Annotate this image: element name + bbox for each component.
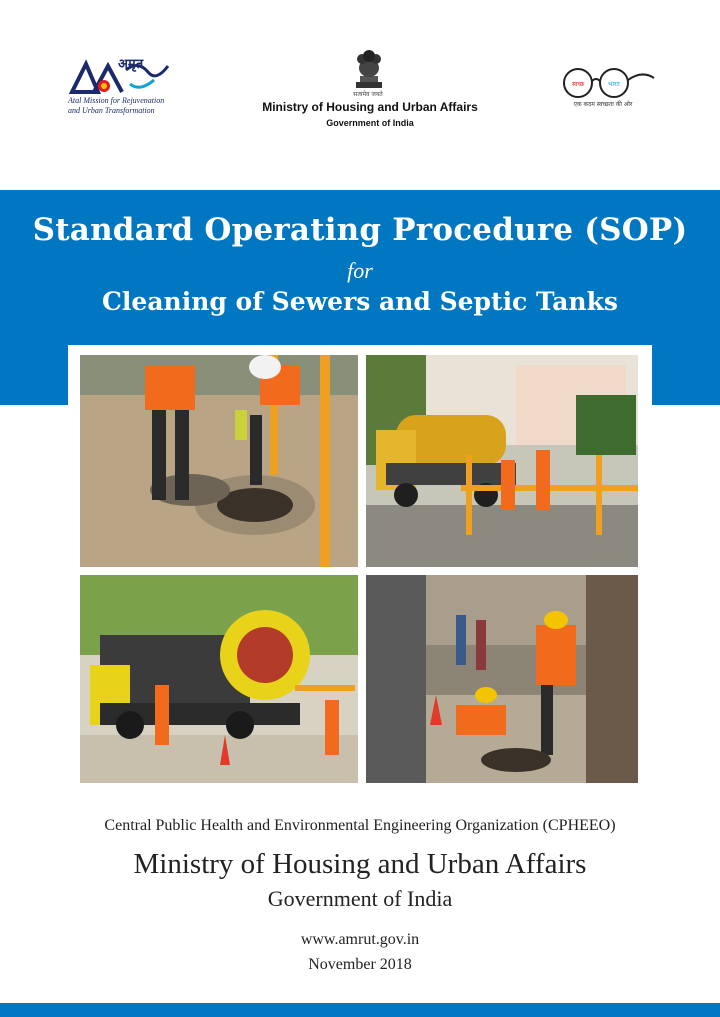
document-subtitle: Cleaning of Sewers and Septic Tanks [102,287,618,316]
organization-name: Central Public Health and Environmental Engineering Organization (CPHEEO) [104,817,616,834]
swachh-left-lens-text: स्वच्छ [571,81,585,88]
ministry-name: Ministry of Housing and Urban Affairs [133,848,587,880]
photo-workers-at-manhole [80,355,358,567]
amrut-logo [68,56,178,116]
amrut-tagline-1: Atal Mission for Rejuvenation [68,96,165,105]
amrut-tagline-2: and Urban Transformation [68,106,155,115]
header-logos [0,0,720,190]
emblem-motto: सत्यमेव जयते [353,91,383,98]
photo-jetting-machine-truck [80,575,358,783]
photo-street-sewer-cleaning [366,575,638,783]
website-link[interactable]: www.amrut.gov.in [300,931,420,948]
photo-collage [68,345,652,790]
swachh-right-lens-text: भारत [608,81,620,88]
amrut-hindi-text: अमृत [118,57,144,72]
title-for-word: for [347,258,373,283]
document-title: Standard Operating Procedure (SOP) [32,212,688,248]
bottom-bar [0,1003,720,1017]
government-name: Government of India [267,886,453,911]
swachh-tagline: एक कदम स्वच्छता की ओर [573,101,633,108]
ministry-header-name: Ministry of Housing and Urban Affairs [262,100,478,114]
photo-suction-tanker-truck [366,355,638,567]
publication-date: November 2018 [308,956,412,973]
spectacles-icon [556,66,656,100]
ministry-header-sub: Government of India [326,118,414,128]
